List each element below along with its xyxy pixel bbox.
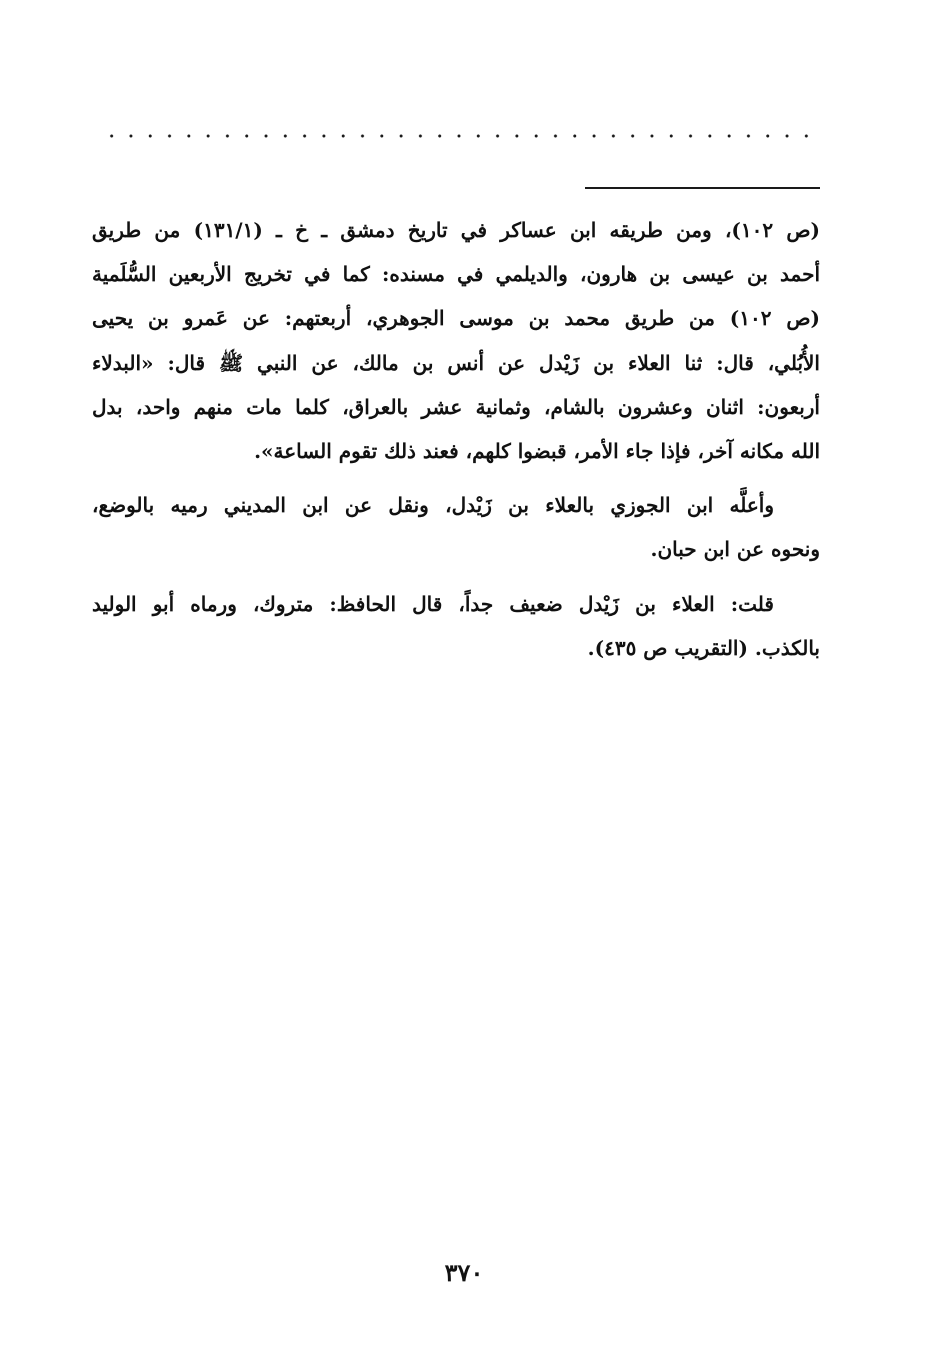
text-line: وأعلَّه ابن الجوزي بالعلاء بن زَيْدل، ونقل عن ابن المديني رميه بالوضع،	[92, 493, 774, 518]
text-line: ونحوه عن ابن حبان.	[650, 537, 820, 562]
text-line: قلت: العلاء بن زَيْدل ضعيف جداً، قال الحافظ: متروك، ورماه أبو الوليد	[92, 591, 774, 616]
text-line: (ص ١٠٢)، ومن طريقه ابن عساكر في تاريخ دمشق ـ خ ـ (١٣١/١) من طريق	[92, 218, 821, 242]
text-line: الأُبُلي، قال: ثنا العلاء بن زَيْدل عن أنس بن مالك، عن النبي ﷺ قال: «البدلاء	[92, 350, 820, 375]
text-line: بالكذب. (التقريب ص ٤٣٥).	[587, 635, 820, 660]
text-line: أحمد بن عيسى بن هارون، والديلمي في مسنده: كما في تخريج الأربعين السُّلَمية	[92, 262, 820, 287]
dotted-separator	[102, 133, 816, 139]
paragraph-note	[92, 582, 820, 670]
page-number: ٣٧٠	[444, 1258, 484, 1287]
paragraph-criticism	[92, 483, 820, 571]
page-body-text	[92, 208, 820, 670]
footnote-rule	[585, 187, 820, 189]
text-line: أربعون: اثنان وعشرون بالشام، وثمانية عشر بالعراق، كلما مات منهم واحد، بدل	[92, 394, 820, 419]
paragraph-source-chain	[92, 208, 820, 473]
text-line: الله مكانه آخر، فإذا جاء الأمر، قبضوا كلهم، فعند ذلك تقوم الساعة».	[254, 439, 820, 464]
text-line: (ص ١٠٢) من طريق محمد بن موسى الجوهري، أربعتهم: عن عَمرو بن يحيى	[92, 306, 820, 331]
